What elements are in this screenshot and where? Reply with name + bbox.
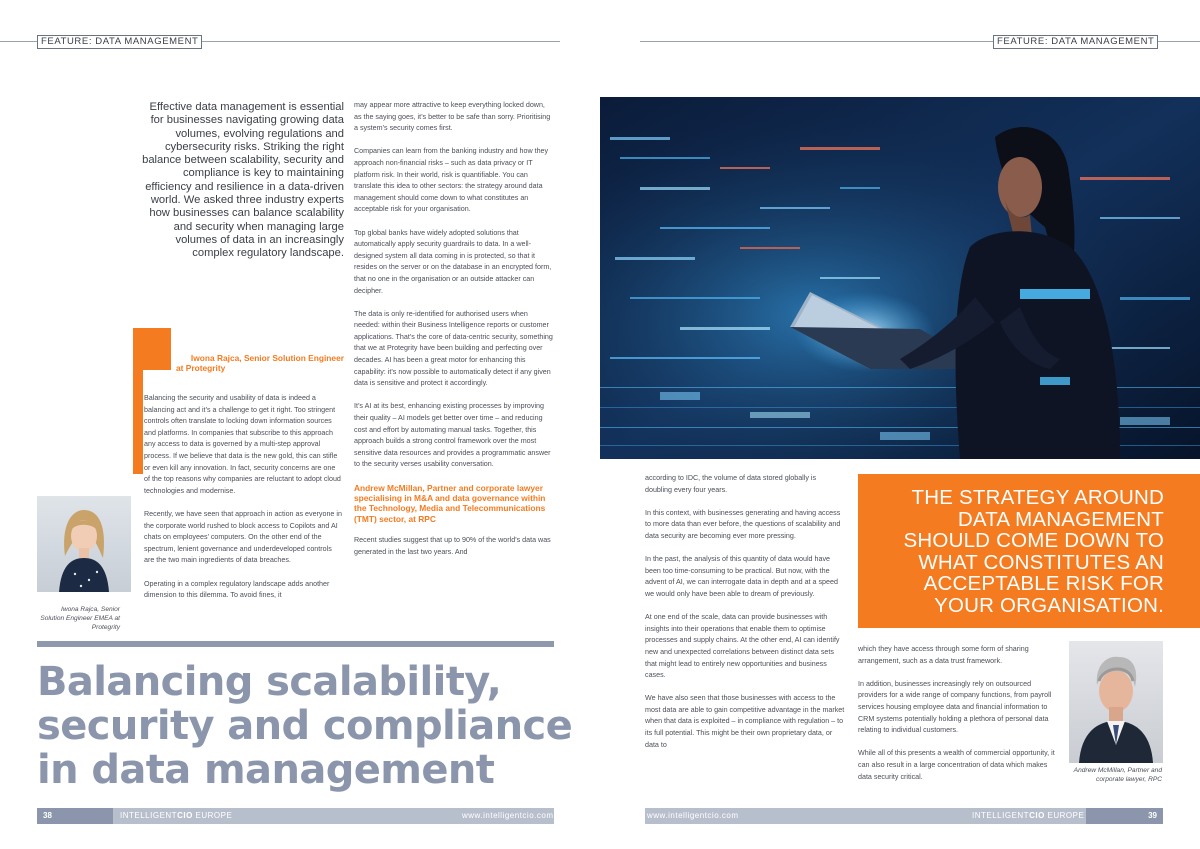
col1-paragraph-2: Recently, we have seen that approach in action as everyone in the corporate world rushed to block access to Copilots and AI chats on employees’ computers. On the other end of the spectrum, lenient governance and underdeveloped controls are the two main ingredients of data breaches. xyxy=(144,509,342,565)
hero-image-woman-laptop xyxy=(600,97,1200,459)
byline-iwona-line1: Iwona Rajca, Senior Solution Engineer xyxy=(190,353,344,363)
feature-tag-left: FEATURE: DATA MANAGEMENT xyxy=(37,35,202,49)
col2-paragraph-2: Companies can learn from the banking industry and how they approach non-financial risks – such as data privacy or IT platform risk. In their world, risk is quantifiable. You can translate this idea to other sectors: the strategy around data management should come down to what constitutes an acceptable risk for your organisation. xyxy=(354,147,549,214)
col2-paragraph-6: Recent studies suggest that up to 90% of the world’s data was generated in the last two years. And xyxy=(354,536,551,556)
col4-paragraph-3: While all of this presents a wealth of commercial opportunity, it can also result in a large concentration of data which makes data security critical. xyxy=(858,749,1055,781)
headline-rule xyxy=(37,641,554,647)
col3-paragraph-5: We have also seen that those businesses with access to the most data are able to gain competitive advantage in the market when that data is exploited – in compliance with regulation – to its full potential. This might be their own proprietary data, or data to xyxy=(645,694,845,749)
footer-brand-right-b: CIO xyxy=(1029,811,1045,820)
footer-brand-left-b: CIO xyxy=(177,811,193,820)
footer-url-right[interactable]: www.intelligentcio.com xyxy=(647,811,739,820)
col3-paragraph-2: In this context, with businesses generating and having access to more data than ever before, the questions of scalability and data security are becoming ever more pressing. xyxy=(645,508,841,540)
col1-paragraph-1: Balancing the security and usability of data is indeed a balancing act and it’s a challenge to get it right. Too stringent controls often translate to locking down information sources and platforms. In companies that subscribe to this approach any access to data is governed by a multi-step approval process. If we believe that data is the new gold, this can stifle or even kill any innovation. In fact, security concerns are one of the top reasons why companies are reluctant to adopt cloud technologies and modernise. xyxy=(144,394,341,495)
column-1 xyxy=(144,393,342,602)
page-number-right: 39 xyxy=(1086,808,1163,824)
portrait-iwona xyxy=(37,496,131,592)
page-number-left: 38 xyxy=(37,808,113,824)
byline-iwona xyxy=(144,353,344,374)
column-3 xyxy=(645,473,845,751)
footer-brand-left-a: INTELLIGENT xyxy=(120,811,178,820)
col4-paragraph-1: which they have access through some form of sharing arrangement, such as a data trust framework. xyxy=(858,645,1029,665)
footer-url-left[interactable]: www.intelligentcio.com xyxy=(462,811,554,820)
footer-brand-right xyxy=(972,811,1084,821)
article-headline: Balancing scalability, security and compliance in data management xyxy=(37,659,573,793)
col2-paragraph-5: It’s AI at its best, enhancing existing processes by improving their quality – AI models get better over time – and reducing cost and effort by automating manual tasks. Together, this approach builds a strong control framework over the most sensitive data resources and provides a programmatic answer to the security verses usability conversation. xyxy=(354,402,551,469)
col3-paragraph-4: At one end of the scale, data can provide businesses with insights into their operations that enable them to optimise processes and supply chains. At the other end, AI can identify new and unexpected correlations between distinct data sets that might lead to entirely new opportunities and business cases. xyxy=(645,613,840,680)
feature-tag-right: FEATURE: DATA MANAGEMENT xyxy=(993,35,1158,49)
intro-standfirst: Effective data management is essential for businesses navigating growing data volumes, evolving regulations and cybersecurity risks. Striking the right balance between scalability, security and compliance is key to maintaining efficiency and resilience in a data-driven world. We asked three industry experts how businesses can balance scalability and security when managing large volumes of data in an increasingly complex regulatory landscape. xyxy=(142,101,344,260)
portrait-andrew xyxy=(1069,641,1163,763)
col2-paragraph-3: Top global banks have widely adopted solutions that automatically apply security guardrails to data. In a well-designed system all data coming in is protected, so that it resides on the server or on the database in an encrypted form, that no one in the organisation or an outside attacker can decipher. xyxy=(354,228,552,295)
caption-andrew: Andrew McMillan, Partner and corporate lawyer, RPC xyxy=(1073,767,1162,783)
col3-paragraph-3: In the past, the analysis of this quantity of data would have been too time-consuming to be practical. But now, with the advent of AI, we can interrogate data in depth and at a speed we would only have been able to dream of previously. xyxy=(645,555,838,598)
footer-brand-right-a: INTELLIGENT xyxy=(972,811,1030,820)
caption-iwona: Iwona Rajca, Senior Solution Engineer EMEA at Protegrity xyxy=(40,606,120,631)
byline-iwona-line2: at Protegrity xyxy=(176,363,226,374)
col1-paragraph-3: Operating in a complex regulatory landscape adds another dimension to this dilemma. To avoid fines, it xyxy=(144,579,330,600)
column-4 xyxy=(858,644,1060,783)
col3-paragraph-1: according to IDC, the volume of data stored globally is doubling every four years. xyxy=(645,474,817,494)
col2-paragraph-4: The data is only re-identified for authorised users when needed: within their Business Intelligence reports or customer applications. That’s the core of data-centric security, something that we at Protegrity have been building and perfecting over decades. AI has been a great motor for enhancing this capability: it’s now possible to automatically detect if any given data is sensitive and protect it accordingly. xyxy=(354,309,553,388)
byline-andrew: Andrew McMillan, Partner and corporate lawyer specialising in M&A and data governance within the Technology, Media and Telecommunications (TMT) sector, at RPC xyxy=(354,482,546,524)
pull-quote: THE STRATEGY AROUND DATA MANAGEMENT SHOULD COME DOWN TO WHAT CONSTITUTES AN ACCEPTABLE RISK FOR YOUR ORGANISATION. xyxy=(858,474,1200,628)
col4-paragraph-2: In addition, businesses increasingly rely on outsourced providers for a wide range of company functions, from payroll services housing employee data and financial information to CRM systems potentially holding a plethora of personal data relating to individual customers. xyxy=(858,679,1052,735)
footer-brand-left xyxy=(120,811,232,821)
footer-brand-left-c: EUROPE xyxy=(192,811,233,820)
footer-brand-right-c: EUROPE xyxy=(1044,811,1085,820)
col2-paragraph-1: may appear more attractive to keep everything locked down, as the saying goes, it’s better to be safe than sorry. Prioritising a system’s security comes first. xyxy=(354,101,551,133)
column-2 xyxy=(354,100,554,558)
